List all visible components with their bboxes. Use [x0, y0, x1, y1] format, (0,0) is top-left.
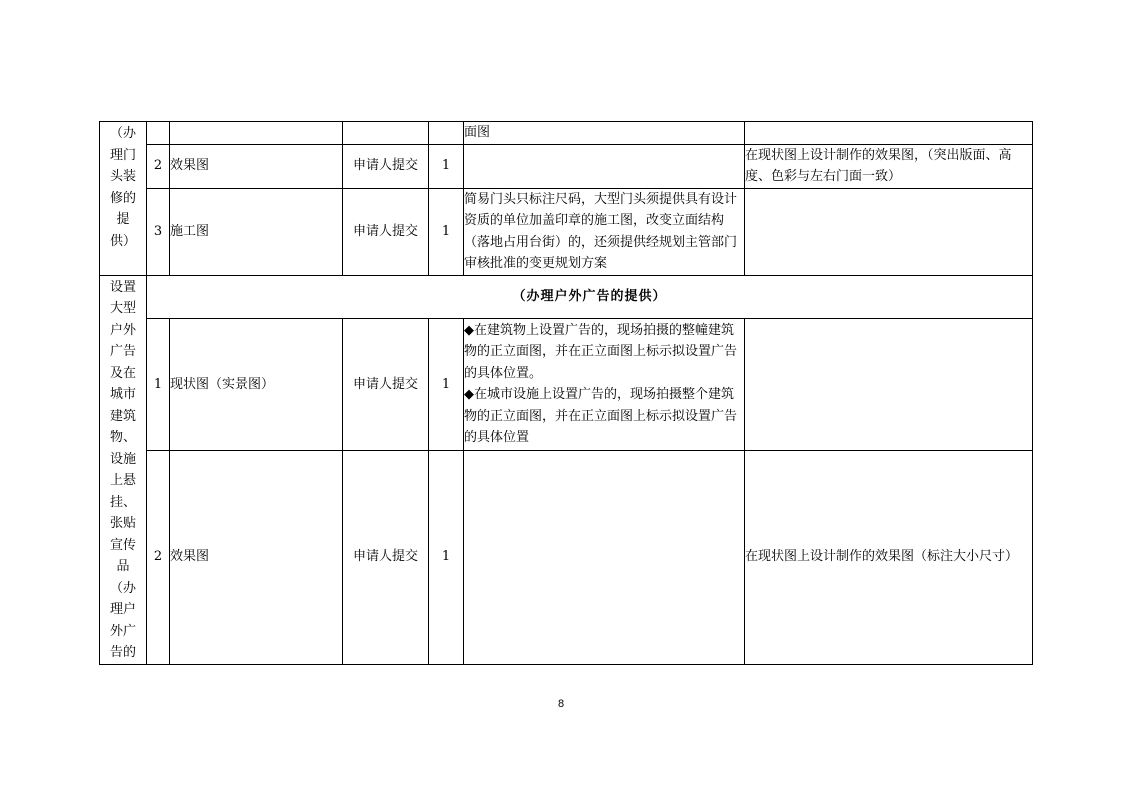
category-line: 物、: [109, 430, 136, 445]
requirement-cell: [464, 450, 745, 664]
table-row: [100, 275, 1033, 319]
submitter-cell: 申请人提交: [343, 144, 429, 188]
num-cell: 1: [147, 319, 170, 451]
category-line: 提: [116, 212, 130, 227]
category-line: 城市: [109, 387, 136, 402]
category-line: 理户: [109, 602, 136, 617]
category-line: 及在: [109, 365, 136, 381]
requirement-cell: 简易门头只标注尺码，大型门头须提供具有设计资质的单位加盖印章的施工图，改变立面结构（落地占用台街）的，还须提供经规划主管部门审核批准的变更规划方案: [464, 188, 745, 275]
name-cell: 效果图: [170, 450, 343, 664]
category-line: 张贴: [109, 516, 136, 531]
table-row: [100, 144, 1033, 188]
count-cell: [429, 122, 464, 145]
category-line: （办: [109, 126, 136, 141]
category-line: 供）: [109, 233, 136, 249]
requirement-cell: [464, 144, 745, 188]
table-row: [100, 450, 1033, 664]
num-cell: 2: [147, 450, 170, 664]
table-row: [100, 319, 1033, 451]
num-cell: 2: [147, 144, 170, 188]
category-line: 上悬: [109, 473, 136, 488]
category-line: 大型: [109, 301, 136, 316]
category-line: 广告: [109, 344, 136, 359]
count-cell: 1: [429, 188, 464, 275]
category-line: 品: [116, 559, 130, 574]
submitter-cell: [343, 122, 429, 145]
count-cell: 1: [429, 319, 464, 451]
category-cell-outdoor-ads: [100, 275, 147, 664]
count-cell: 1: [429, 450, 464, 664]
num-cell: 3: [147, 188, 170, 275]
category-line: 建筑: [109, 408, 136, 424]
page-number: 8: [557, 698, 565, 710]
submitter-cell: 申请人提交: [343, 319, 429, 451]
name-cell: 现状图（实景图）: [170, 319, 343, 451]
category-line: 户外: [109, 322, 136, 338]
note-cell: [745, 188, 1033, 275]
num-cell: [147, 122, 170, 145]
materials-table: [99, 121, 1033, 665]
category-line: 头装: [109, 169, 136, 184]
note-cell: [745, 122, 1033, 145]
name-cell: 效果图: [170, 144, 343, 188]
requirement-cell: [464, 319, 745, 451]
submitter-cell: 申请人提交: [343, 188, 429, 275]
category-line: 宣传: [109, 537, 136, 553]
note-cell: [745, 319, 1033, 451]
category-cell-shopfront: [100, 122, 147, 276]
category-line: 理门: [109, 147, 136, 163]
note-cell: 在现状图上设计制作的效果图（标注大小尺寸）: [745, 450, 1033, 664]
category-line: （办: [109, 580, 136, 596]
category-line: 设置: [109, 279, 136, 295]
category-line: 外广: [109, 623, 136, 639]
table-row: [100, 188, 1033, 275]
name-cell: 施工图: [170, 188, 343, 275]
count-cell: 1: [429, 144, 464, 188]
table-row: [100, 122, 1033, 145]
requirement-cell: 面图: [464, 122, 745, 145]
category-line: 挂、: [109, 494, 136, 510]
name-cell: [170, 122, 343, 145]
requirement-line: ◆在城市设施上设置广告的，现场拍摄整个建筑物的正立面图，并在正立面图上标示拟设置广告的具体位置: [464, 387, 738, 446]
category-line: 修的: [109, 190, 136, 206]
category-line: 告的: [109, 645, 136, 660]
submitter-cell: 申请人提交: [343, 450, 429, 664]
requirement-line: ◆在建筑物上设置广告的，现场拍摄的整幢建筑物的正立面图，并在正立面图上标示拟设置广告的具体位置。: [464, 322, 738, 381]
note-cell: 在现状图上设计制作的效果图，（突出版面、高度、色彩与左右门面一致）: [745, 144, 1033, 188]
section-title: （办理户外广告的提供）: [147, 275, 1033, 319]
category-line: 设施: [109, 451, 136, 467]
